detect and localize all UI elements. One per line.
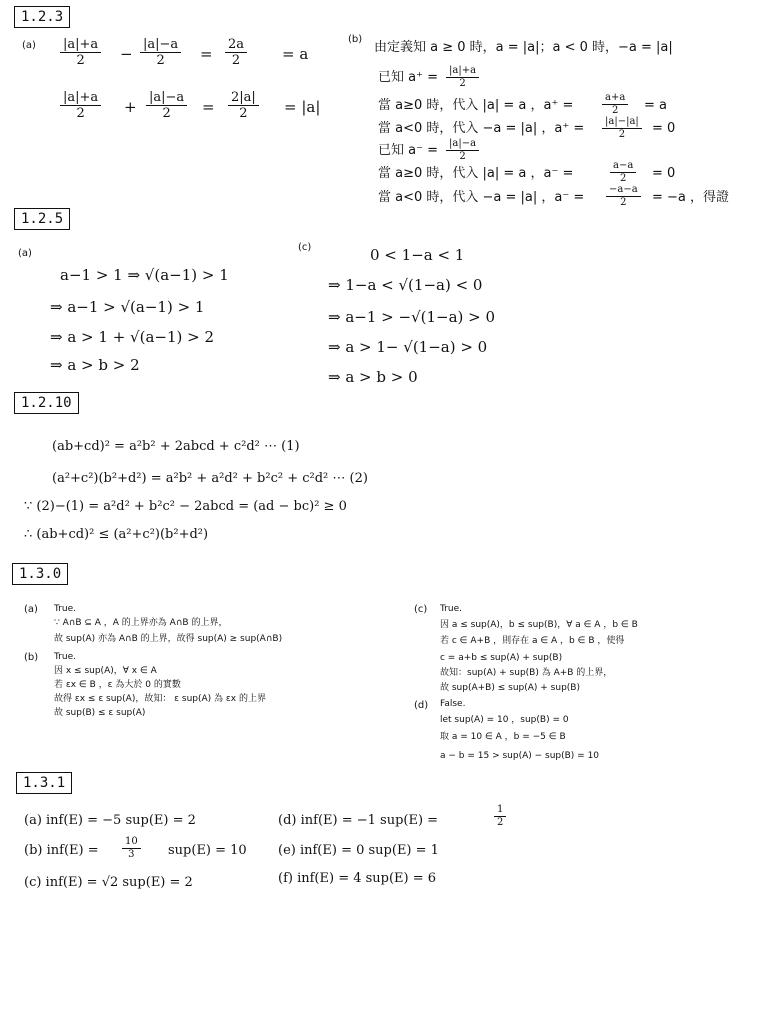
proof-line: 故得 εx ≤ ε sup(A)，故知： ε sup(A) 為 εx 的上界 <box>54 694 266 704</box>
denominator: 2 <box>156 53 165 68</box>
denominator: 2 <box>76 53 85 68</box>
proof-line: 已知 a⁺ = <box>378 70 438 85</box>
proof-line: 已知 a⁻ = <box>378 143 438 158</box>
proof-line: 當 a<0 時，代入 −a = |a| ，a⁺ = <box>378 121 585 136</box>
numerator: 2|a| <box>228 90 259 106</box>
proof-line: c = a+b ≤ sup(A) + sup(B) <box>440 653 563 663</box>
numerator: 2a <box>225 37 247 53</box>
fraction <box>140 37 181 68</box>
answer-line: (d) inf(E) = −1 sup(E) = <box>278 813 439 828</box>
inequality-line: 0 < 1−a < 1 <box>370 246 465 264</box>
fraction <box>446 138 479 163</box>
proof-line: 若 εx ∈ B ，ε 為大於 0 的實數 <box>54 680 181 690</box>
answer-line: (f) inf(E) = 4 sup(E) = 6 <box>278 871 437 886</box>
fraction <box>602 92 628 117</box>
proof-line: let sup(A) = 10 ，sup(B) = 0 <box>440 715 569 725</box>
denominator: 2 <box>619 173 627 184</box>
numerator: |a|+a <box>60 37 101 53</box>
proof-line: True. <box>440 604 462 614</box>
fraction <box>146 90 187 121</box>
proof-result: = 0 <box>652 166 676 181</box>
denominator: 2 <box>76 106 85 121</box>
part-label-b: (b) <box>348 34 363 45</box>
proof-result: = −a ，得證 <box>652 190 730 205</box>
denominator: 2 <box>162 106 171 121</box>
denominator: 2 <box>239 106 248 121</box>
equation-line: (ab+cd)² = a²b² + 2abcd + c²d² ⋯ (1) <box>52 439 300 454</box>
inequality-line: ⇒ a > b > 2 <box>50 356 140 374</box>
operator: + <box>124 98 137 116</box>
section-heading-1-2-3: 1.2.3 <box>14 6 70 28</box>
denominator: 2 <box>611 105 619 116</box>
result: = a <box>282 45 309 63</box>
proof-line: 故 sup(B) ≤ ε sup(A) <box>54 708 146 718</box>
part-label-a: (a) <box>24 604 38 615</box>
fraction <box>606 184 641 209</box>
proof-line: 故 sup(A+B) ≤ sup(A) + sup(B) <box>440 683 580 693</box>
equation-line: ∴ (ab+cd)² ≤ (a²+c²)(b²+d²) <box>24 527 209 542</box>
proof-line: True. <box>54 652 76 662</box>
proof-line: 因 x ≤ sup(A)，∀ x ∈ A <box>54 666 157 676</box>
section-heading-1-2-5: 1.2.5 <box>14 208 70 230</box>
proof-line: 故 sup(A) 亦為 A∩B 的上界，故得 sup(A) ≥ sup(A∩B) <box>54 634 283 644</box>
proof-line: 故知：sup(A) + sup(B) 為 A+B 的上界， <box>440 668 613 678</box>
fraction <box>225 37 247 68</box>
denominator: 3 <box>128 849 135 860</box>
answer-line: (e) inf(E) = 0 sup(E) = 1 <box>278 843 439 858</box>
answer-line: sup(E) = 10 <box>168 843 247 858</box>
section-heading-1-2-10: 1.2.10 <box>14 392 79 414</box>
part-label-d: (d) <box>414 700 429 711</box>
denominator: 2 <box>459 151 466 162</box>
proof-result: = a <box>644 98 667 113</box>
proof-line: ∵ A∩B ⊆ A ，A 的上界亦為 A∩B 的上界， <box>54 618 228 628</box>
fraction <box>228 90 259 121</box>
proof-line: 當 a≥0 時，代入 |a| = a ，a⁺ = <box>378 98 574 113</box>
proof-line: 取 a = 10 ∈ A ，b = −5 ∈ B <box>440 732 566 742</box>
part-label-c: (c) <box>414 604 428 615</box>
proof-line: a − b = 15 > sup(A) − sup(B) = 10 <box>440 751 600 761</box>
equation-line: ∵ (2)−(1) = a²d² + b²c² − 2abcd = (ad − bc)² ≥ 0 <box>24 499 347 514</box>
result: = |a| <box>284 98 321 116</box>
proof-line: 因 a ≤ sup(A)，b ≤ sup(B)，∀ a ∈ A ，b ∈ B <box>440 620 638 630</box>
numerator: 10 <box>122 836 141 849</box>
operator: = <box>202 98 215 116</box>
numerator: |a|+a <box>446 65 479 78</box>
proof-line: 當 a<0 時，代入 −a = |a| ，a⁻ = <box>378 190 585 205</box>
numerator: a+a <box>602 92 628 105</box>
numerator: |a|−a <box>140 37 181 53</box>
proof-line: 若 c ∈ A+B ，則存在 a ∈ A ，b ∈ B ，使得 <box>440 636 625 646</box>
numerator: |a|−a <box>446 138 479 151</box>
inequality-line: ⇒ a > 1 + √(a−1) > 2 <box>50 328 214 346</box>
section-heading-1-3-1: 1.3.1 <box>16 772 72 794</box>
answer-line: (a) inf(E) = −5 sup(E) = 2 <box>24 813 196 828</box>
fraction <box>602 116 642 141</box>
denominator: 2 <box>618 129 626 140</box>
proof-line: True. <box>54 604 76 614</box>
fraction <box>60 90 101 121</box>
fraction <box>446 65 479 90</box>
numerator: −a−a <box>606 184 641 197</box>
inequality-line: ⇒ a > 1− √(1−a) > 0 <box>328 338 488 356</box>
denominator: 2 <box>459 78 466 89</box>
answer-line: (c) inf(E) = √2 sup(E) = 2 <box>24 875 193 890</box>
inequality-line: ⇒ a−1 > −√(1−a) > 0 <box>328 308 496 326</box>
fraction <box>610 160 636 185</box>
part-label-a: (a) <box>18 248 32 259</box>
operator: = <box>200 45 213 63</box>
denominator: 2 <box>231 53 241 68</box>
proof-line: 當 a≥0 時，代入 |a| = a ，a⁻ = <box>378 166 574 181</box>
fraction <box>60 37 101 68</box>
denominator: 2 <box>497 817 504 828</box>
operator: − <box>120 45 133 63</box>
numerator: |a|−|a| <box>602 116 642 129</box>
proof-line: False. <box>440 699 466 709</box>
fraction <box>494 804 506 829</box>
denominator: 2 <box>620 197 627 208</box>
part-label-a: (a) <box>22 40 36 51</box>
proof-line: 由定義知 a ≥ 0 時，a = |a|；a < 0 時，−a = |a| <box>374 40 673 55</box>
part-label-c: (c) <box>298 242 312 253</box>
part-label-b: (b) <box>24 652 39 663</box>
numerator: |a|+a <box>60 90 101 106</box>
fraction <box>122 836 141 861</box>
inequality-line: a−1 > 1 ⇒ √(a−1) > 1 <box>60 266 229 284</box>
numerator: 1 <box>494 804 506 817</box>
proof-result: = 0 <box>652 121 676 136</box>
numerator: a−a <box>610 160 636 173</box>
section-heading-1-3-0: 1.3.0 <box>12 563 68 585</box>
equation-line: (a²+c²)(b²+d²) = a²b² + a²d² + b²c² + c²d² ⋯ (2) <box>52 471 368 486</box>
inequality-line: ⇒ a−1 > √(a−1) > 1 <box>50 298 205 316</box>
answer-line: (b) inf(E) = <box>24 843 99 858</box>
numerator: |a|−a <box>146 90 187 106</box>
inequality-line: ⇒ 1−a < √(1−a) < 0 <box>328 276 483 294</box>
inequality-line: ⇒ a > b > 0 <box>328 368 418 386</box>
